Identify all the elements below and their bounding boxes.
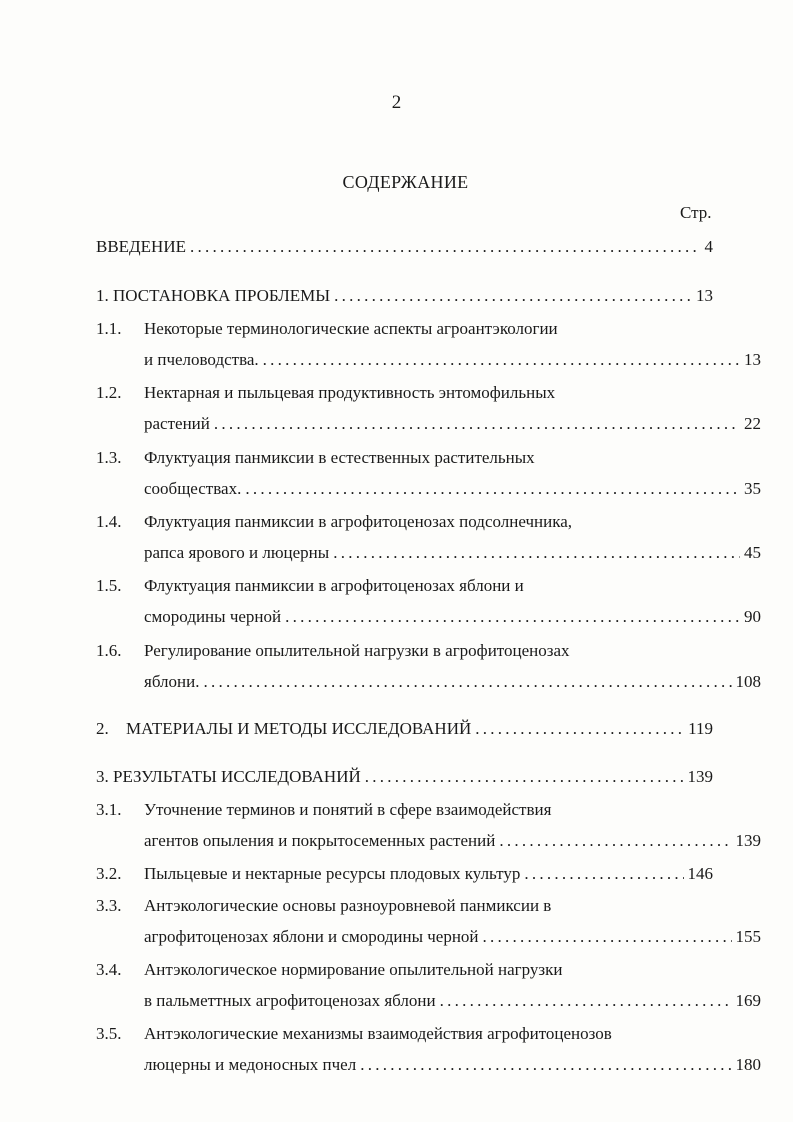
- entry-title-cont: яблони.: [144, 672, 200, 691]
- entry-page: 13: [696, 286, 713, 305]
- entry-page: 155: [735, 927, 761, 946]
- leader-dots: [190, 236, 701, 258]
- toc-entry-1-3[interactable]: [96, 447, 761, 500]
- entry-title-cont: сообществах.: [144, 479, 242, 498]
- entry-page: 108: [735, 672, 761, 691]
- entry-page: 139: [735, 831, 761, 850]
- toc-entry-1-2[interactable]: [96, 382, 761, 435]
- toc-entry-3-1[interactable]: [96, 799, 761, 852]
- entry-title: Флуктуация панмиксии в естественных растительных: [144, 448, 535, 467]
- entry-title: 1. ПОСТАНОВКА ПРОБЛЕМЫ: [96, 286, 331, 305]
- entry-number: 3.5.: [96, 1024, 122, 1043]
- entry-title-cont: люцерны и медоносных пчел: [144, 1055, 357, 1074]
- entry-number: 1.1.: [96, 319, 122, 338]
- entry-page: 139: [687, 767, 713, 786]
- entry-title-cont: агентов опыления и покрытосеменных растений: [144, 831, 496, 850]
- toc-entry-introduction[interactable]: [96, 236, 713, 258]
- entry-number: 1.4.: [96, 512, 122, 531]
- toc-entry-1-6[interactable]: [96, 640, 761, 693]
- entry-page: 90: [744, 607, 761, 626]
- entry-number: 1.5.: [96, 576, 122, 595]
- toc-title: СОДЕРЖАНИЕ: [342, 172, 469, 192]
- toc-entry-1-5[interactable]: [96, 575, 761, 628]
- leader-dots: [334, 285, 692, 307]
- page-number: 2: [391, 92, 402, 113]
- entry-title-cont: и пчеловодства.: [144, 350, 259, 369]
- leader-dots: [483, 926, 732, 948]
- entry-title: 3. РЕЗУЛЬТАТЫ ИССЛЕДОВАНИЙ: [96, 767, 361, 786]
- entry-title-cont: в пальметтных агрофитоценозах яблони: [144, 991, 436, 1010]
- entry-title: Флуктуация панмиксии в агрофитоценозах подсолнечника,: [144, 512, 573, 531]
- toc-entry-3-5[interactable]: [96, 1023, 761, 1076]
- toc-entry-chapter-2[interactable]: [96, 718, 713, 740]
- entry-number: 3.3.: [96, 896, 122, 915]
- entry-number: 1.6.: [96, 641, 122, 660]
- entry-number: 3.2.: [96, 864, 122, 883]
- entry-title: Пыльцевые и нектарные ресурсы плодовых культур: [144, 864, 521, 883]
- toc-entry-3-4[interactable]: [96, 959, 761, 1012]
- entry-title-cont: растений: [144, 414, 210, 433]
- entry-number: 2.: [96, 719, 109, 738]
- entry-title-cont: агрофитоценозах яблони и смородины черной: [144, 927, 479, 946]
- entry-page: 13: [744, 350, 761, 369]
- toc-entry-3-3[interactable]: [96, 895, 761, 948]
- toc-entry-chapter-3[interactable]: [96, 766, 713, 788]
- leader-dots: [440, 990, 732, 1012]
- entry-page: 22: [744, 414, 761, 433]
- entry-title: МАТЕРИАЛЫ И МЕТОДЫ ИССЛЕДОВАНИЙ: [126, 719, 472, 738]
- leader-dots: [524, 863, 683, 885]
- leader-dots: [214, 413, 740, 435]
- entry-number: 3.4.: [96, 960, 122, 979]
- entry-page: 180: [735, 1055, 761, 1074]
- entry-page: 4: [704, 237, 713, 256]
- entry-title: Антэкологические основы разноуровневой панмиксии в: [144, 896, 552, 915]
- entry-title: Регулирование опылительной нагрузки в агрофитоценозах: [144, 641, 570, 660]
- entry-number: 3.1.: [96, 800, 122, 819]
- leader-dots: [245, 478, 740, 500]
- entry-page: 45: [744, 543, 761, 562]
- leader-dots: [360, 1054, 731, 1076]
- leader-dots: [285, 606, 740, 628]
- leader-dots: [475, 718, 684, 740]
- toc-entry-1-4[interactable]: [96, 511, 761, 564]
- toc-entry-1-1[interactable]: [96, 318, 761, 371]
- leader-dots: [263, 349, 740, 371]
- entry-title: Некоторые терминологические аспекты агроантэкологии: [144, 319, 558, 338]
- entry-page: 119: [688, 719, 713, 738]
- entry-number: 1.3.: [96, 448, 122, 467]
- entry-page: 169: [735, 991, 761, 1010]
- leader-dots: [499, 830, 731, 852]
- entry-title: Флуктуация панмиксии в агрофитоценозах яблони и: [144, 576, 524, 595]
- entry-title: Антэкологическое нормирование опылительной нагрузки: [144, 960, 563, 979]
- entry-title: ВВЕДЕНИЕ: [96, 237, 186, 256]
- entry-page: 146: [687, 864, 713, 883]
- page-column-label: Стр.: [680, 203, 712, 222]
- toc-entry-3-2[interactable]: [96, 863, 713, 885]
- entry-page: 35: [744, 479, 761, 498]
- leader-dots: [203, 671, 731, 693]
- entry-title: Нектарная и пыльцевая продуктивность энтомофильных: [144, 383, 556, 402]
- entry-number: 1.2.: [96, 383, 122, 402]
- leader-dots: [333, 542, 740, 564]
- entry-title-cont: смородины черной: [144, 607, 282, 626]
- toc-entry-chapter-1[interactable]: [96, 285, 713, 307]
- entry-title: Антэкологические механизмы взаимодействия агрофитоценозов: [144, 1024, 612, 1043]
- entry-title-cont: рапса ярового и люцерны: [144, 543, 330, 562]
- entry-title: Уточнение терминов и понятий в сфере взаимодействия: [144, 800, 552, 819]
- leader-dots: [365, 766, 684, 788]
